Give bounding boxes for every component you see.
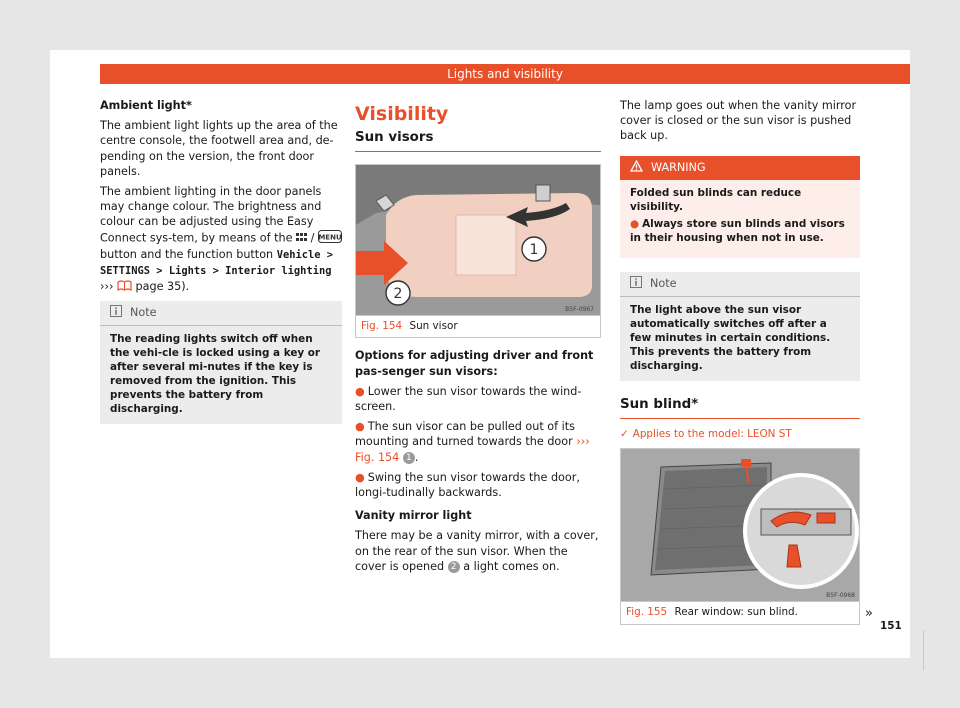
page-number-divider xyxy=(923,630,924,670)
sun-blind-illustration xyxy=(621,449,859,601)
menu-button-icon xyxy=(318,230,342,247)
note-label: Note xyxy=(650,277,677,291)
figure-caption xyxy=(356,315,600,337)
column-right xyxy=(620,98,873,625)
note-text: The reading lights switch off when the vehi-cle is locked using a key or after several mi-nutes if the key is removed from the ignition. This prevents the battery from discharging. xyxy=(110,333,321,416)
warning-bullet: ● Always store sun blinds and visors in their housing when not in use. xyxy=(630,217,845,244)
lamp-paragraph: The lamp goes out when the vanity mirror cover is closed or the sun visor is pushed back up. xyxy=(620,99,857,143)
xref-page-link[interactable]: page 35 xyxy=(135,280,182,294)
applies-to-model xyxy=(620,427,860,442)
note-box-reading-lights xyxy=(100,301,342,424)
callout-2: 2 xyxy=(393,286,403,303)
callout-1: 1 xyxy=(529,242,539,259)
bullet-text: Lower the sun visor towards the wind-screen. xyxy=(355,384,582,414)
ambient-paragraph-2 xyxy=(100,184,342,295)
warning-label: WARNING xyxy=(651,161,706,175)
note-header xyxy=(100,301,342,326)
info-icon xyxy=(110,305,122,321)
bullet-item: ● Swing the sun visor towards the door, longi-tudinally backwards. xyxy=(355,470,580,500)
xref-close: ). xyxy=(181,280,190,294)
figure-number: Fig. 155 xyxy=(626,606,668,619)
bullet-item: ● The sun visor can be pulled out of its mounting and turned towards the door ››› Fig. 154 1 . xyxy=(355,420,590,464)
vanity-text-a: There may be a vanity mirror, with a cover, on the rear of the sun visor. When the cover is opened xyxy=(355,529,599,573)
note-box-sun-visor-light xyxy=(620,272,860,381)
warning-bullet-text: Always store sun blinds and visors in their housing when not in use. xyxy=(630,217,845,244)
page-sheet xyxy=(50,50,910,658)
figure-caption xyxy=(621,601,859,623)
column-middle xyxy=(355,98,601,579)
warning-text: Folded sun blinds can reduce visibility. xyxy=(630,186,802,213)
ambient-paragraph-1: The ambient light lights up the area of the centre console, the footwell area and, de-pending on the version, the front door panels. xyxy=(100,119,338,178)
bullet-text: Swing the sun visor towards the door, longi-tudinally backwards. xyxy=(355,470,580,500)
vanity-heading: Vanity mirror light xyxy=(355,509,472,523)
warning-body xyxy=(620,180,860,258)
bullet-text: The sun visor can be pulled out of its mounting and turned towards the door xyxy=(355,420,575,449)
chapter-title: Visibility xyxy=(355,103,449,125)
figure-xref-link[interactable]: ››› Fig. 154 xyxy=(355,435,590,464)
page-number: 151 xyxy=(880,620,902,632)
apps-grid-icon xyxy=(296,231,307,246)
ambient-text-b: button and the function button xyxy=(100,247,274,261)
figure-155 xyxy=(620,448,873,624)
chapter-header: Lights and visibility xyxy=(100,64,910,84)
bullet-item: ● Lower the sun visor towards the wind-screen. xyxy=(355,384,582,414)
column-left xyxy=(100,98,342,424)
figure-caption-text: Rear window: sun blind. xyxy=(674,606,798,619)
svg-text:MENU: MENU xyxy=(318,233,342,242)
options-heading: Options for adjusting driver and front pas-senger sun visors: xyxy=(355,349,594,378)
section-heading-sun-blind: Sun blind* xyxy=(620,397,860,419)
applies-text: Applies to the model: LEON ST xyxy=(632,428,792,441)
ambient-text-a: The ambient lighting in the door panels may change colour. The brightness and colour can be adjusted using the Easy Connect sys-tem, by means of the xyxy=(100,185,322,245)
callout-ref-1: 1 xyxy=(403,452,415,464)
vanity-text-b: a light comes on. xyxy=(463,559,560,573)
note-header xyxy=(620,272,860,297)
note-text: The light above the sun visor automatically switches off after a few minutes in certain conditions. This prevents the battery from discharging. xyxy=(630,304,831,373)
figure-154 xyxy=(355,164,601,338)
check-icon: ✓ xyxy=(620,428,629,441)
bullet-end: . xyxy=(414,450,419,464)
continued-mark: » xyxy=(865,606,873,622)
note-label: Note xyxy=(130,306,157,320)
info-icon xyxy=(630,276,642,292)
callout-ref-2: 2 xyxy=(448,561,460,573)
warning-header xyxy=(620,156,860,180)
sun-visor-illustration xyxy=(356,165,600,315)
vanity-paragraph xyxy=(355,528,601,574)
figure-code: B5F-0968 xyxy=(826,592,855,600)
warning-triangle-icon xyxy=(630,160,643,176)
book-icon xyxy=(117,280,132,295)
warning-box xyxy=(620,156,860,258)
section-heading-sun-visors: Sun visors xyxy=(355,130,601,152)
ambient-heading: Ambient light* xyxy=(100,99,192,112)
figure-code: B5F-0967 xyxy=(565,306,594,314)
figure-caption-text: Sun visor xyxy=(409,320,458,333)
xref-arrow: ››› xyxy=(100,280,114,294)
menu-path: Vehicle > SETTINGS > Lights > Interior lighting xyxy=(100,248,334,278)
ambient-separator: / xyxy=(310,231,315,245)
figure-number: Fig. 154 xyxy=(361,320,403,333)
